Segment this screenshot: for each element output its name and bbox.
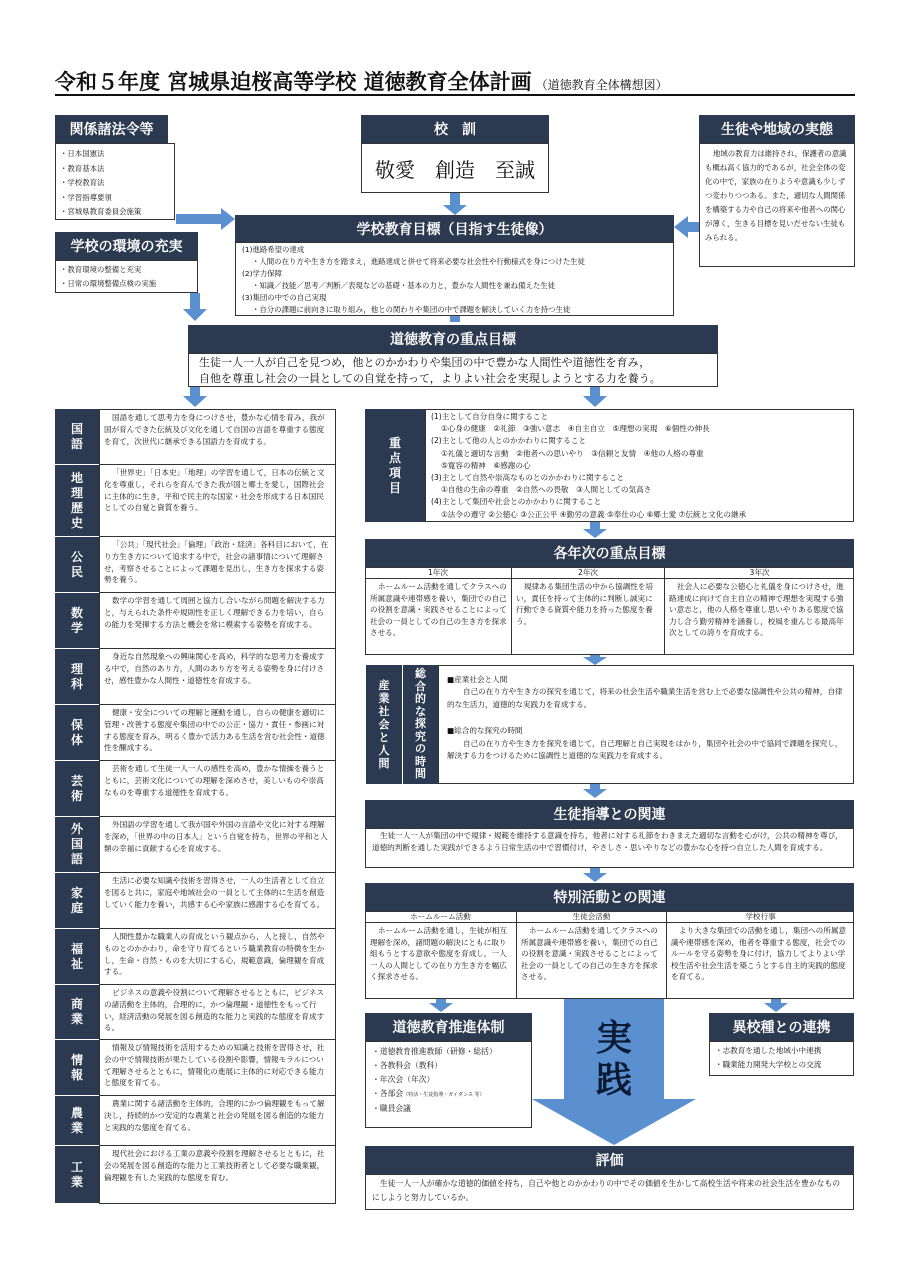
environment-box — [55, 260, 198, 293]
special-heading: 特別活動との関連 — [365, 883, 854, 911]
practice-arrowhead-icon — [532, 1099, 696, 1145]
list-item: ・ 職業能力開発大学校との交流 — [715, 1058, 848, 1072]
list-item: ・ 宮城県教育委員会施策 — [60, 205, 170, 220]
subject-text: ビジネスの意義や役割について理解させるとともに，ビジネスの諸活動を主体的，合理的に，かつ倫理観・道徳性をもって行い，経済活動の発展を図る創造的な能力と実践的な態度を育成する。 — [99, 985, 336, 1040]
promotion-box — [365, 1041, 532, 1128]
inquiry-h1: ■産業社会と人間 — [447, 675, 508, 684]
subject-name: 農 業 — [55, 1096, 99, 1146]
subject-name: 芸 術 — [55, 761, 99, 817]
subject-name: 公 民 — [55, 537, 99, 593]
environment-heading: 学校の環境の充実 — [55, 232, 198, 260]
list-item: ・ 日常の環境整備点検の実施 — [60, 277, 193, 291]
collab-box — [709, 1041, 854, 1076]
promotion-heading: 道徳教育推進体制 — [365, 1013, 532, 1041]
list-item: ・ 志教育を通した地域小中連携 — [715, 1044, 848, 1058]
arrow-head-icon — [764, 1003, 788, 1012]
list-item: ・ 学校教育法 — [60, 176, 170, 191]
list-item: ・ 教育環境の整備と充実 — [60, 263, 193, 277]
subject-text: 健康・安全についての理解と運動を通し，自らの健康を適切に管理・改善する態度や集団の中での公正・協力・責任・参画に対する態度を育み，明るく豊かで活力ある生活を営む社会性・道徳性を醸成する。 — [99, 705, 336, 761]
focus-line: ①礼儀と適切な言動 ②他者への思いやり ③信頼と友情 ④他の人格の尊重 — [441, 448, 704, 458]
motto-text: 敬愛 創造 至誠 — [375, 157, 535, 182]
arrow-right-icon — [176, 214, 221, 224]
special-col-head: ホームルーム活動 — [365, 911, 516, 923]
subject-name: 工 業 — [55, 1146, 99, 1204]
yearly-col-head: 1年次 — [365, 567, 511, 579]
focus-line: (1)主として自分自身に関すること — [431, 412, 549, 421]
arrow-head-icon — [183, 309, 207, 321]
arrow-left-icon — [688, 222, 699, 232]
subject-text: 国語を通して思考力を身につけさせ，豊かな心情を育み，我が国が育んできた伝統及び文化を通して自国の言語を尊重する態度を育て，次世代に継承できる国語力を育成する。 — [99, 409, 336, 465]
arrow-down-icon — [450, 316, 460, 322]
special-col-head: 生徒会活動 — [516, 911, 666, 923]
moral-goal-line1: 生徒一人一人が自己を見つめ，他とのかかわりや集団の中で豊かな人間性や道徳性を育み， — [199, 356, 651, 369]
promotion-note: （特活・生徒指導・ガイダンス 等） — [403, 1092, 485, 1098]
focus-line: ①自他の生命の尊重 ②自然への畏敬 ③人間としての気高さ — [441, 485, 652, 495]
list-item: ・ 道徳教育推進教師（研修・総括） — [372, 1045, 525, 1059]
laws-list — [60, 147, 170, 220]
subject-text: 数学の学習を通して周囲と協力し合いながら問題を解決する力と，与えられた条件や規則性を正しく理解できる力を培い，自らの能力を発揮する方法と機会を常に模索する姿勢を育成する。 — [99, 593, 336, 649]
list-item: ・ 教育基本法 — [60, 162, 170, 177]
list-item: ・ 学習指導要領 — [60, 191, 170, 206]
reality-text: 地域の教育力は維持され，保護者の意識も概ね高く協力的であるが，社会全体の変化の中で，家族の在りようや意識も少しずつ変わりつつある。また，適切な人間関係を構築する力や自己の将来や他者への関心が薄く，生きる目標を見いだせない生徒もみられる。 — [705, 149, 847, 242]
motto-box — [361, 143, 549, 193]
goal-line: (1)進路希望の達成 — [242, 245, 305, 254]
guidance-box — [365, 828, 854, 868]
subject-text: 「公共」「現代社会」「倫理」「政治・経済」各科目において，在り方生き方について追求する中で，社会の諸事情について理解させ，考察させることによって課題を見出し，生き方を探求する姿勢を養う。 — [99, 537, 336, 593]
list-item: ・ 職員会議 — [372, 1102, 525, 1116]
arrow-head-icon — [583, 529, 607, 538]
moral-goal-box — [188, 353, 718, 387]
arrow-head-icon — [429, 1003, 453, 1012]
focus-box — [425, 409, 854, 522]
guidance-heading: 生徒指導との関連 — [365, 800, 854, 828]
yearly-col-text: 社会人に必要な公徳心と礼儀を身につけさせ，進路達成に向けて自主自立の精神で理想を実現する強い意志と，他の人格を尊重し思いやりある態度で協力し合う勤労精神を涵養し，校風を重んじる最高年次としての誇りを育成する。 — [664, 579, 853, 654]
arrow-head-icon — [183, 396, 207, 407]
moral-goal-line2: 自他を尊重し社会の一員としての自覚を持って，よりよい社会を実現しようとする力を養う。 — [199, 371, 661, 385]
list-item: ・ 各教科会（教科） — [372, 1059, 525, 1073]
yearly-col-head: 3年次 — [664, 567, 854, 579]
evaluation-box — [365, 1174, 854, 1210]
inquiry-label-1: 産 業 社 会 と 人 間 — [366, 665, 402, 784]
inquiry-t1: 自己の在り方や生き方の探究を通じて，将来の社会生活や職業生活を営む上で必要な協調性や公共の精神，自律的な生活力，道徳的な実践力を育成する。 — [447, 687, 843, 709]
special-col-text: より大きな集団での活動を通し，集団への所属意識や連帯感を深め，他者を尊重する態度，社会でのルールを守る姿勢を身に付け，協力してよりよい学校生活や社会生活を築こうとする自主的実践的態度を育てる。 — [666, 923, 853, 998]
evaluation-text: 生徒一人一人が確かな道徳的価値を持ち，自己や他とのかかわりの中でその価値を生かして高校生活や将来の社会生活を豊かなものにしようと努力しているか。 — [372, 1179, 841, 1202]
title-sub: （道徳教育全体構想図） — [535, 78, 668, 92]
inquiry-t2: 自己の在り方や生き方を探究を通じて，自己理解と自己実現をはかり，集団や社会の中で協同で課題を探究し，解決する力をつけるために協調性と道徳的な実践力を育成する。 — [447, 738, 843, 761]
subject-name: 数 学 — [55, 593, 99, 649]
focus-line: ①法令の遵守 ②公徳心 ③公正公平 ④勤労の意義 ⑤奉仕の心 ⑥郷土愛 ⑦伝統と文化の継承 — [441, 509, 747, 519]
focus-line: (4)主として集団や社会とのかかわりに関すること — [431, 497, 602, 507]
arrow-head-icon — [443, 205, 467, 215]
subject-text: 芸術を通して生徒一人一人の感性を高め，豊かな情操を養うとともに，芸術文化についての理解を深めさせ，美しいものや崇高なものを尊重する道徳性を育成する。 — [99, 761, 336, 817]
list-item: ・ 日本国憲法 — [60, 147, 170, 162]
subject-name: 地 理 歴 史 — [55, 465, 99, 537]
goal-line: ・知識／技能／思考／判断／表現などの基礎・基本の力と，豊かな人間性を兼ね備えた生徒 — [252, 281, 556, 290]
goal-line: (3)集団の中での自己実現 — [242, 293, 327, 302]
title-main: 令和５年度 宮城県迫桜高等学校 道徳教育全体計画 — [55, 69, 532, 94]
subject-text: 情報及び情報技術を活用するための知識と技術を習得させ，社会の中で情報技術が果たしている役割や影響，情報モラルについて理解させるとともに，情報化の進展に主体的に対応できる能力と態度を育てる。 — [99, 1040, 336, 1096]
yearly-heading: 各年次の重点目標 — [365, 539, 854, 567]
goal-line: ・人間の在り方や生き方を踏まえ，進路達成と併せて将来必要な社会性や行動様式を身につけた生徒 — [252, 257, 585, 266]
list-item — [372, 1087, 525, 1102]
subject-text: 農業に関する諸活動を主体的，合理的にかつ倫理観をもって解決し，持続的かつ安定的な農業と社会の発展を図る創造的な能力と実践的な態度を育てる。 — [99, 1096, 336, 1146]
focus-line: (3)主として自然や崇高なものとのかかわりに関すること — [431, 473, 625, 483]
inquiry-h2: ■総合的な探究の時間 — [447, 726, 523, 736]
focus-line: ①心身の健康 ②礼節 ③強い意志 ④自主自立 ⑤理想の実現 ⑥個性の伸長 — [441, 424, 710, 434]
motto-heading: 校 訓 — [361, 115, 549, 143]
special-col-head: 学校行事 — [666, 911, 854, 923]
subject-name: 商 業 — [55, 985, 99, 1040]
laws-heading: 関係諸法令等 — [55, 115, 168, 143]
arrow-head-icon — [583, 873, 607, 882]
arrow-head-icon — [583, 789, 607, 798]
moral-goal-heading: 道徳教育の重点目標 — [188, 325, 718, 353]
focus-line: ⑤寛容の精神 ⑥感謝の心 — [441, 460, 531, 470]
inquiry-box — [438, 665, 854, 784]
arrow-head-icon — [583, 657, 607, 665]
goal-line: (2)学力保障 — [242, 269, 283, 278]
special-col-text: ホームルーム活動を通し，生徒が相互理解を深め，諸問題の解決にともに取り組もうとする意欲や態度を育成し，一人一人の人間としての在り方生き方を幅広く探求させる。 — [370, 926, 508, 981]
page-title — [55, 66, 855, 96]
reality-heading: 生徒や地域の実態 — [699, 115, 855, 143]
subject-text: 生活に必要な知識や技術を習得させ，一人の生活者として自立を図ると共に，家庭や地域社会の一員として主体的に生活を創造していく能力を養い，共感する心や家族に感謝する心を育てる。 — [99, 873, 336, 929]
subject-name: 理 科 — [55, 649, 99, 705]
focus-line: (2)主として他の人とのかかわりに関すること — [431, 436, 587, 446]
yearly-col-text: 規律ある集団生活の中から協調性を培い，責任を持って主体的に判断し誠実に行動できる資質や能力を持った態度を養う。 — [511, 579, 664, 654]
guidance-text: 生徒一人一人が集団の中で規律・規範を維持する意識を持ち，他者に対する礼節をわきまえた適切な言動を心がけ，公共の精神を尊び，道徳的判断を通した実践ができるよう日常生活の中で習慣付け，やさしさ・思いやりなどの豊かな心を持つ自立した人間を育成する。 — [372, 831, 843, 853]
promotion-item-4: 各部会 — [379, 1089, 404, 1098]
list-item: ・ 年次会（年次） — [372, 1073, 525, 1087]
evaluation-heading: 評価 — [365, 1146, 854, 1174]
inquiry-label-2: 総 合 的 な 探 究 の 時 間 — [402, 665, 438, 784]
arrow-head-icon — [674, 216, 688, 238]
practice-label: 実 践 — [595, 1018, 632, 1101]
subject-name: 国 語 — [55, 409, 99, 465]
special-col-text: ホームルーム活動を通してクラスへの所属意識や連帯感を養い，集団での自己の役割を意識・実践させることによって社会の一員としての自己の生き方を探求させる。 — [516, 923, 666, 998]
subject-text: 「世界史」「日本史」「地理」の学習を通して，日本の伝統と文化を尊重し，それらを育んできた我が国と郷土を愛し，国際社会に主体的に生き，平和で民主的な国家・社会を形成する日本国民としての自覚と資質を養う。 — [99, 465, 336, 537]
laws-box — [55, 143, 175, 220]
subject-name: 情 報 — [55, 1040, 99, 1096]
arrow-head-icon — [583, 396, 607, 407]
subject-text: 現代社会における工業の意義や役割を理解させるとともに，社会の発展を図る創造的な能力と工業技術者として必要な職業観，倫理観を有した実践的な態度を育む。 — [99, 1146, 336, 1204]
subject-text: 身近な自然現象への興味関心を高め，科学的な思考力を養成する中で，自然のあり方，人間のあり方を考える姿勢を身に付けさせ，感性豊かな人間性・道徳性を育成する。 — [99, 649, 336, 705]
subject-name: 保 体 — [55, 705, 99, 761]
arrow-head-icon — [221, 208, 235, 230]
school-goal-box — [235, 242, 674, 316]
subject-name: 外 国 語 — [55, 817, 99, 873]
subject-name: 家 庭 — [55, 873, 99, 929]
goal-line: ・自分の課題に前向きに取り組み，他との関わりや集団の中で課題を解決していく力を持つ生徒 — [252, 305, 571, 314]
collab-heading: 異校種との連携 — [709, 1013, 854, 1041]
yearly-col-head: 2年次 — [511, 567, 664, 579]
subject-text: 人間性豊かな職業人の育成という観点から，人と接し，自然やものとのかかわり，命を守り育てるという職業教育の特徴を生かし，生命・自然・ものを大切にする心，規範意識，倫理観を育成する。 — [99, 929, 336, 985]
yearly-col-text: ホームルーム活動を通してクラスへの所属意識や連帯感を養い，集団での自己の役割を意識・実践させることによって社会の一員としての自己の生き方を探求させる。 — [370, 582, 507, 637]
school-goal-heading: 学校教育目標（目指す生徒像） — [235, 215, 674, 242]
reality-box — [699, 143, 855, 267]
focus-label: 重 点 項 目 — [365, 409, 425, 522]
subject-name: 福 祉 — [55, 929, 99, 985]
subject-text: 外国語の学習を通して我が国や外国の言語や文化に対する理解を深め，「世界の中の日本人」という自覚を持ち，世界の平和と人類の幸福に貢献する心を育成する。 — [99, 817, 336, 873]
